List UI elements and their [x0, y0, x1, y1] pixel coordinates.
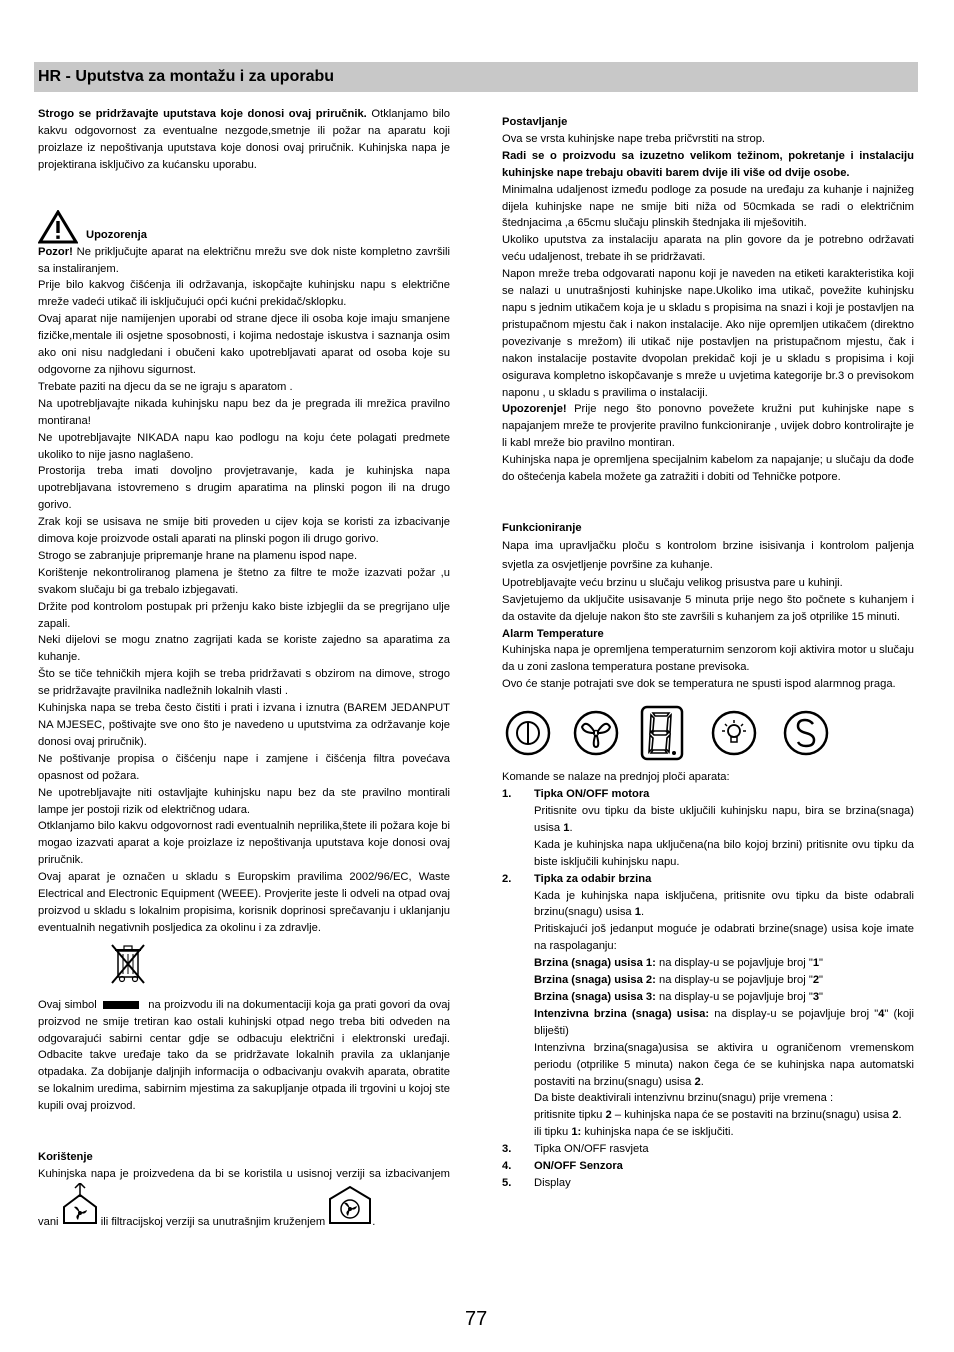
- install-weight-warning: Radi se o proizvodu sa izuzetno velikom težinom, pokretanje i instalaciju kuhinjske nape trebaju obaviti barem dvije ili više od dvije osobe.: [502, 149, 914, 179]
- speed-2: Brzina (snaga) usisa 2: na display-u se pojavljuje broj "2": [534, 974, 824, 987]
- controls-intro: Komande se nalaze na prednjoj ploči aparata:: [502, 771, 730, 784]
- function-paragraph: Napa ima upravljačku ploču s kontrolom brzine isisivanja i kontrolom paljenja svjetla za osvjetljenje površine za kuhanje.: [502, 539, 914, 571]
- warning-paragraph: Zrak koji se usisava ne smije biti proveden u cijev koja se koristi za izbacivanje dimova koje proizvode ostali aparati na plinski pogon ili drugo gorivo.: [38, 516, 450, 546]
- pozor-paragraph: Pozor! Ne priključujte aparat na električnu mrežu sve dok niste kompletno završili sa instaliranjem.: [38, 245, 450, 275]
- speed-1: Brzina (snaga) usisa 1: na display-u se pojavljuje broj "1": [534, 957, 824, 970]
- weee-paragraph: Ovaj aparat je označen u skladu s Europskim pravilima 2002/96/EC, Waste Electrical and Electronic Equipment (WEEE). Provjerite jeste li odveli na otpad ovaj proizvod u skladu s lokalnim propisima, korisnik doprinosi sprečavanju i uklanjanju eventualnih negativnih posljedica za okolinu i za zdravlje.: [38, 871, 450, 934]
- warning-paragraph: Što se tiče tehničkih mjera kojih se treba pridržavati s obzirom na dimove, strogo se pridržavajte pravilnika nadležnih lokalnih vlasti .: [38, 668, 450, 698]
- install-paragraph: Ova se vrsta kuhinjske nape treba pričvrstiti na strop.: [502, 132, 766, 145]
- warnings-title: Upozorenja: [86, 228, 147, 241]
- warning-triangle-icon: [38, 210, 78, 244]
- list-item: 2. Tipka za odabir brzina Kada je kuhinjska napa isključena, pritisnite ovu tipku da biste odabrali brzinu(snagu) usisa 1. Pritiskajući jоš jedanput moguće je odabrati brzine(snage) usisa koje imate na raspolaganju: Brzina (snaga) usisa 1: na display-u se pojavljuje broj "1" Brzina (snaga) usisa 2: na display-u se pojavljuje broj "2" Brzina (snaga) usisa 3: na display-u se pojavljuje broj "3" Intenzivna brzina (snaga) usisa: na display-u se pojavljuje broj "4" (koji bliješti) Intenzivna brzina(snaga)usisa se aktivira u ograničenom vremenskom periodu (otprilike 5 minuta) nakon čega će se kuhinjska napa automatski postaviti na brzinu(snagu) usisa 2. Da biste deaktivirali intenzivnu brzinu(snagu) prije vremena : pritisnite tipku 2 – kuhinjska napa će se postaviti na brzinu(snagu) usisa 2. ili tipku 1: kuhinjska napa će se isključiti.: [502, 872, 915, 1139]
- list-item: 5. Display: [502, 1176, 571, 1189]
- controls-list: [502, 786, 914, 1192]
- warning-paragraph: Neki dijelovi se mogu znatno zagrijati kada se koriste zajedno sa aparatima za kuhanje.: [38, 634, 450, 664]
- list-item: 3. Tipka ON/OFF rasvjeta: [502, 1143, 649, 1156]
- fan-speed-button-icon[interactable]: [572, 709, 620, 757]
- light-button-icon[interactable]: [710, 709, 758, 757]
- alarm-title: Alarm Temperature: [502, 627, 604, 640]
- install-warning-paragraph: Upozorenje! Prije nego što ponovno povežete kružni put kuhinjske nape s napajanjem mreže te provjerite pravilno funkcioniranje , uvijek dobro kontrolirajte je li kabl mreže bio pravilno montiran.: [502, 403, 914, 450]
- install-paragraph: Ukoliko uputstva za instalaciju aparata na plin govore da je potrebno održavati veću udaljenost, trebate ih se pridržavati.: [502, 234, 914, 264]
- warning-paragraph: Ne poštivanje propisa o čišćenju nape i zamjene i čišćenja filtra povećava opasnost od požara.: [38, 752, 450, 782]
- warning-paragraph: Trebate paziti na djecu da se ne igraju s aparatom .: [38, 380, 293, 393]
- warning-paragraph: Strogo se zabranjuje pripremanje hrane na plamenu ispod nape.: [38, 549, 358, 562]
- function-paragraph: Savjetujemo da uključite usisavanje 5 minuta prije nego što počnete s kuhanjem i da ostavite da djeluje nakon što ste završili s kuhanjem za još otprilike 15 minuti.: [502, 593, 914, 623]
- speed-intensive: Intenzivna brzina (snaga) usisa: na display-u se pojavljuje broj "4" (koji bliješti): [534, 1007, 915, 1037]
- symbol-paragraph: Ovaj simbol na proizvodu ili na dokumentaciji koja ga prati govori da ovaj proizvod ne smije tretiran kao ostali kuhinjski otpad nego treba biti odveden na odgovarajući sabirni centar gdje se odbacuju električni i elektronski uređaji. Odbacite takve uređaje tako da se pridržavate lokalnih pravila za uklanjanje otpadaka. Za dobijanje daljnjih informacija o odbacivanju ovakvih aparata, obratite se lokalnim uredima, sabirnim mjestima za sakupljanje otpada ili trgovini u kojoj ste kupili ovaj proizvod.: [38, 998, 450, 1113]
- page-number: 77: [465, 1308, 488, 1330]
- warning-paragraph: Ne upotrebljavajte niti ostavljajte kuhinjsku napu bez da ste pravilno montirali lampe jer postoji rizik od električnog udara.: [38, 786, 450, 816]
- warning-paragraph: Korištenje nekontroliranog plamena je štetno za filtre te može izazvati požar ,u svakom slučaju bi ga trebalo izbjegavati.: [38, 566, 450, 596]
- postavljanje-title: Postavljanje: [502, 116, 568, 128]
- section-header: [34, 62, 918, 92]
- alarm-paragraph: Kuhinjska napa je opremljena temperaturnim senzorom koji aktivira motor u slučaju da u zoni zaslona temperatura postane previsoka.: [502, 644, 914, 674]
- list-item: 1. Tipka ON/OFF motora Pritisnite ovu tipku da biste uključili kuhinjsku napu, bira se brzina(snaga) usisa 1. Kada je kuhinjska napa uključena(na bilo kojoj brzini) pritisnite ovu tipku da biste isključili kuhinjsku napu.: [502, 788, 914, 868]
- koristenje-paragraph: Kuhinjska napa je proizvedena da bi se koristila u usisnoj verziji sa izbacivanjem vani ili filtracijskoj verziji sa unutrašnjim kruženjem .: [38, 1166, 450, 1231]
- install-paragraph: Kuhinjska napa je opremljena specijalnim kabelom za napajanje; u slučaju da dođe do oštećenja kabela možete ga zatražiti i dobiti od Tehničke potpore.: [502, 454, 914, 484]
- koristenje-title: Korištenje: [38, 1151, 93, 1164]
- warnings-heading: [38, 210, 450, 244]
- seven-segment-display-icon: [640, 705, 684, 761]
- warning-paragraph: Ovaj aparat nije namijenjen uporabi od strane djece ili osoba koje imaju smanjene fizičke,mentale ili osjetne sposobnosti, i kojima nedostaje iskustva i saznanja osim ako oni nisu nadgledani i obučeni kako upotrebljavati aparat od osoba koje su odgovorne za njihovu sigurnost.: [38, 313, 450, 376]
- list-item: 4. ON/OFF Senzora: [502, 1160, 623, 1173]
- funkcioniranje-title: Funkcioniranje: [502, 521, 582, 534]
- install-paragraph: Napon mreže treba odgovarati naponu koji je naveden na etiketi karakteristika koji se nalazi u unutrašnjosti kuhinjske nape.Ukoliko ima utikač, povežite kuhinjsku napu s jednim utikačem koja je u skladu s propisima na snazi i koji je postavljen na pristupačnom mjestu čak i nakon instalacije. Ako nije opremljen utikačem (direktno povezivanje s mrežom) ili utikač nije postavljen na pristupačnom mjestu, čak i nakon instalacije postavite dvopolan prekidač koji je u skladu s propisima i koji osigurava kompletno iskopčavanje s mreže u uvjetima kategorije br.3 o previsokom naponu , u skladu s pravilima o instalaciji.: [502, 268, 914, 399]
- page-title: HR - Uputstva za montažu i za uporabu: [38, 68, 335, 85]
- warning-paragraph: Kuhinjska napa se treba često čistiti i prati i izvana i iznutra (BAREM JEDANPUT NA MJESEC, poštivajte sve ono što je navedeno u uputstvima za održavanje koje donosi ovaj priručnik).: [38, 702, 450, 748]
- sensor-button-icon[interactable]: [782, 709, 830, 757]
- warning-paragraph: Držite pod kontrolom postupak pri prženju kako biste izbjeglii da se pregrijano ulje zapali.: [38, 600, 450, 630]
- control-panel-icons: [502, 707, 914, 759]
- exhaust-version-icon: [62, 1183, 98, 1231]
- weee-bar-icon: [103, 1001, 139, 1009]
- intro-paragraph: Strogo se pridržavajte uputstava koje donosi ovaj priručnik. Otklanjamo bilo kakvu odgovornost za eventualne nezgode,smetnje ili požar na aparatu koji proizlaze iz nepoštivanja uputstava koje donosi ovaj priručnik. Kuhinjska napa je projektirana isključivo za kućansku uporabu.: [38, 108, 450, 171]
- speed-3: Brzina (snaga) usisa 3: na display-u se pojavljuje broj "3": [534, 990, 824, 1003]
- warning-paragraph: Na upotrebljavajte nikada kuhinjsku napu bez da je pregrada ili mrežica pravilno montirana!: [38, 397, 450, 427]
- warning-paragraph: Otklanjamo bilo kakvu odgovornost radi eventualnih neprilika,štete ili požara koje bi mogao izazvati aparat a koje proizlaze iz nepoštivanja uputstava koje donosi ovaj priručnik.: [38, 820, 450, 867]
- function-paragraph: Upotrebljavajte veću brzinu u slučaju velikog prisustva pare u kuhinji.: [502, 576, 843, 589]
- recirculation-version-icon: [328, 1185, 372, 1231]
- alarm-paragraph: Ovo će stanje potrajati sve dok se temperatura ne spusti ispod alarmnog praga.: [502, 678, 896, 691]
- warning-paragraph: Prostorija treba imati dovoljno provjetravanje, kada je kuhinjska napa upotrebljavana istovremeno s drugim aparatima na plinski pogon ili na drugo gorivo.: [38, 465, 450, 512]
- install-paragraph: Minimalna udaljenost između podloge za posude na uređaju za kuhanje i najnižeg dijela kuhinjske nape ne smije biti niža od 50cmkada se radi o električnim štednjacima ,a 65cmu slučaju plinskih štednjaka ili mješovitih.: [502, 183, 914, 230]
- warning-paragraph: Ne upotrebljavajte NIKADA napu kao podlogu na koju ćete polagati predmete ukoliko to nije jasno naglašeno.: [38, 431, 450, 461]
- weee-bin-icon: [108, 941, 450, 993]
- power-button-icon[interactable]: [504, 709, 552, 757]
- left-column: [38, 106, 450, 1231]
- warning-paragraph: Prije bilo kakvog čišćenja ili održavanja, iskopčajte kuhinjsku napu s električne mreže vadeći utikač ili isključujući opći kućni prekidač/sklopku.: [38, 279, 450, 309]
- right-column: [502, 114, 914, 1192]
